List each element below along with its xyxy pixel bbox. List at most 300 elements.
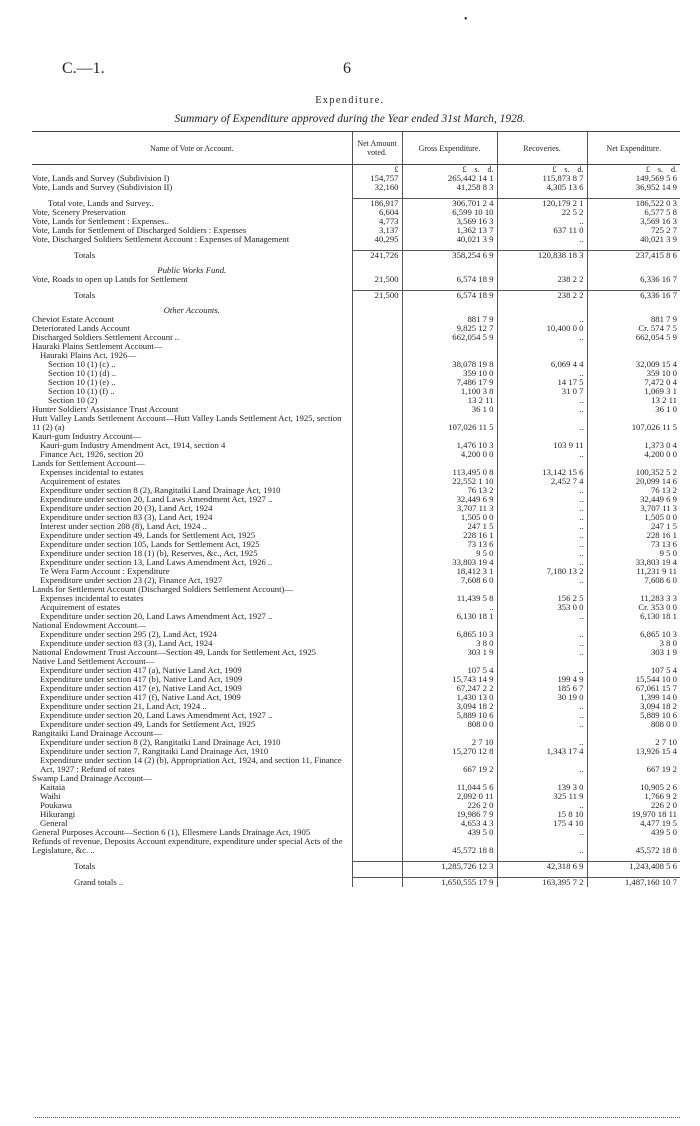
- gross-cell: 6,865 10 3: [402, 630, 497, 639]
- row-label: Expenditure under section 49, Lands for Settlement Act, 1925: [40, 720, 256, 729]
- net-expenditure-cell: 45,572 18 8: [587, 837, 680, 855]
- row-label: Waihi: [40, 792, 61, 801]
- gross-cell: 76 13 2: [402, 486, 497, 495]
- net-voted-cell: [352, 675, 402, 684]
- net-voted-cell: [352, 585, 402, 594]
- gross-cell: 359 10 0: [402, 369, 497, 378]
- net-expenditure-cell: 32,009 15 4: [587, 360, 680, 369]
- gross-cell: 226 2 0: [402, 801, 497, 810]
- gross-cell: 2 7 10: [402, 738, 497, 747]
- net-voted-cell: 40,295: [352, 235, 402, 244]
- gross-cell: 881 7 9: [402, 315, 497, 324]
- gross-cell: 1,430 13 0: [402, 693, 497, 702]
- recoveries-cell: 637 11 0: [497, 226, 587, 235]
- row-label: Expenditure under section 417 (e), Native Land Act, 1909: [40, 684, 242, 693]
- table-row: [32, 235, 680, 244]
- gross-cell: 6,574 18 9: [402, 275, 497, 284]
- gross-cell: 303 1 9: [402, 648, 497, 657]
- gross-cell: 662,054 5 9: [402, 333, 497, 342]
- net-voted-cell: [352, 495, 402, 504]
- net-voted-cell: [352, 504, 402, 513]
- gross-cell: 4,653 4 3: [402, 819, 497, 828]
- net-expenditure-cell: 107 5 4: [587, 666, 680, 675]
- table-row: [32, 720, 680, 729]
- net-voted-cell: [352, 862, 402, 872]
- net-voted-cell: [352, 459, 402, 468]
- recoveries-cell: 10,400 0 0: [497, 324, 587, 333]
- table-row: [32, 756, 680, 774]
- net-voted-cell: [352, 819, 402, 828]
- row-label: Expenditure under section 23 (2), Finance Act, 1927: [40, 576, 223, 585]
- recoveries-cell: ..: [497, 738, 587, 747]
- row-label: Vote, Lands for Settlement : Expenses..: [32, 217, 169, 226]
- recoveries-cell: 42,318 6 9: [497, 862, 587, 872]
- row-label: Public Works Fund.: [157, 266, 227, 275]
- table-row: [32, 342, 680, 351]
- recoveries-cell: ..: [497, 513, 587, 522]
- net-voted-cell: [352, 630, 402, 639]
- row-label: Expenditure under section 20, Land Laws Amendment Act, 1927 ..: [40, 711, 273, 720]
- net-expenditure-cell: 808 0 0: [587, 720, 680, 729]
- gross-cell: 7,608 6 0: [402, 576, 497, 585]
- net-expenditure-cell: 1,243,408 5 6: [587, 862, 680, 872]
- unit-label: £ s. d.: [402, 165, 497, 175]
- gross-cell: 19,986 7 9: [402, 810, 497, 819]
- gross-cell: 247 1 5: [402, 522, 497, 531]
- row-label: Hikurangi: [40, 810, 76, 819]
- net-voted-cell: [352, 711, 402, 720]
- row-label: Deteriorated Lands Account: [32, 324, 130, 333]
- gross-cell: 3,707 11 3: [402, 504, 497, 513]
- net-expenditure-cell: 107,026 11 5: [587, 414, 680, 432]
- net-expenditure-cell: 7,608 6 0: [587, 576, 680, 585]
- row-label: Lands for Settlement Account (Discharged Soldiers Settlement Account)—: [32, 585, 294, 594]
- row-label: Acquirement of estates: [40, 603, 121, 612]
- table-row: [32, 414, 680, 432]
- recoveries-cell: ..: [497, 522, 587, 531]
- net-voted-cell: [352, 513, 402, 522]
- gross-cell: [402, 342, 497, 351]
- row-label: Kaitaia: [40, 783, 66, 792]
- table-row: [32, 275, 680, 284]
- gross-cell: 33,803 19 4: [402, 558, 497, 567]
- net-expenditure-cell: 1,069 3 1: [587, 387, 680, 396]
- net-expenditure-cell: 33,803 19 4: [587, 558, 680, 567]
- recoveries-cell: ..: [497, 711, 587, 720]
- gross-cell: 265,442 14 1: [402, 174, 497, 183]
- gross-cell: 3,569 16 3: [402, 217, 497, 226]
- net-expenditure-cell: 10,905 2 6: [587, 783, 680, 792]
- recoveries-cell: [497, 729, 587, 738]
- net-expenditure-cell: 32,449 6 9: [587, 495, 680, 504]
- recoveries-cell: [497, 342, 587, 351]
- gross-cell: 667 19 2: [402, 756, 497, 774]
- page-mark: •: [464, 14, 468, 25]
- gross-cell: 36 1 0: [402, 405, 497, 414]
- recoveries-cell: 103 9 11: [497, 441, 587, 450]
- row-label: Expenditure under section 20 (3), Land Act, 1924: [40, 504, 213, 513]
- row-label: Vote, Roads to open up Lands for Settlement: [32, 275, 188, 284]
- net-voted-cell: 154,757: [352, 174, 402, 183]
- net-expenditure-cell: 100,352 5 2: [587, 468, 680, 477]
- recoveries-cell: 31 0 7: [497, 387, 587, 396]
- row-label: Expenditure under section 8 (2), Rangitaiki Land Drainage Act, 1910: [40, 738, 281, 747]
- gross-cell: 439 5 0: [402, 828, 497, 837]
- gross-cell: 7,486 17 9: [402, 378, 497, 387]
- recoveries-cell: ..: [497, 549, 587, 558]
- net-voted-cell: [352, 558, 402, 567]
- report-reference: C.—1.: [62, 60, 105, 77]
- net-voted-cell: [352, 747, 402, 756]
- net-expenditure-cell: 725 2 7: [587, 226, 680, 235]
- net-expenditure-cell: 303 1 9: [587, 648, 680, 657]
- row-label: Total vote, Lands and Survey..: [48, 198, 154, 208]
- net-expenditure-cell: 881 7 9: [587, 315, 680, 324]
- row-label: Expenditure under section 7, Rangitaiki Land Drainage Act, 1910: [40, 747, 269, 756]
- net-expenditure-cell: 6,336 16 7: [587, 275, 680, 284]
- net-voted-cell: [352, 729, 402, 738]
- net-voted-cell: [352, 576, 402, 585]
- net-expenditure-cell: 36,952 14 9: [587, 183, 680, 192]
- recoveries-cell: 185 6 7: [497, 684, 587, 693]
- gross-cell: 107,026 11 5: [402, 414, 497, 432]
- recoveries-cell: ..: [497, 540, 587, 549]
- net-voted-cell: [352, 342, 402, 351]
- net-voted-cell: [352, 693, 402, 702]
- row-label: Finance Act, 1926, section 20: [40, 450, 144, 459]
- row-label: Hauraki Plains Act, 1926—: [40, 351, 137, 360]
- net-voted-cell: [352, 792, 402, 801]
- gross-cell: 73 13 6: [402, 540, 497, 549]
- gross-cell: 40,021 3 9: [402, 235, 497, 244]
- recoveries-cell: ..: [497, 504, 587, 513]
- recoveries-cell: 139 3 0: [497, 783, 587, 792]
- row-label: General Purposes Account—Section 6 (1), Ellesmere Lands Drainage Act, 1905: [32, 828, 311, 837]
- row-label: Expenditure under section 14 (2) (b), Appropriation Act, 1924, and section 11, Finance Act, 1927 : Refund of rates: [40, 756, 342, 774]
- recoveries-cell: ..: [497, 612, 587, 621]
- net-expenditure-cell: 149,569 5 6: [587, 174, 680, 183]
- row-label: Vote, Discharged Soldiers Settlement Account : Expenses of Management: [32, 235, 290, 244]
- net-expenditure-cell: 6,865 10 3: [587, 630, 680, 639]
- row-label: Expenditure under section 417 (b), Native Land Act, 1909: [40, 675, 243, 684]
- row-label: Section 10 (1) (e) ..: [48, 378, 116, 387]
- gross-cell: 15,270 12 8: [402, 747, 497, 756]
- gross-cell: 1,476 10 3: [402, 441, 497, 450]
- gross-cell: 1,505 0 0: [402, 513, 497, 522]
- gross-cell: 1,650,555 17 9: [402, 878, 497, 888]
- recoveries-cell: ..: [497, 756, 587, 774]
- row-label: Vote, Scenery Preservation: [32, 208, 126, 217]
- row-label: Expenditure under section 417 (a), Native Land Act, 1909: [40, 666, 242, 675]
- recoveries-cell: ..: [497, 639, 587, 648]
- net-expenditure-cell: 6,336 16 7: [587, 291, 680, 301]
- row-label: Expenditure under section 49, Lands for Settlement Act, 1925: [40, 531, 256, 540]
- net-expenditure-cell: 3,707 11 3: [587, 504, 680, 513]
- net-expenditure-cell: 1,505 0 0: [587, 513, 680, 522]
- recoveries-cell: 7,180 13 2: [497, 567, 587, 576]
- net-voted-cell: [352, 878, 402, 888]
- net-voted-cell: [352, 450, 402, 459]
- gross-cell: 32,449 6 9: [402, 495, 497, 504]
- net-voted-cell: 21,500: [352, 291, 402, 301]
- net-expenditure-cell: 40,021 3 9: [587, 235, 680, 244]
- row-label: Discharged Soldiers Settlement Account ..: [32, 333, 180, 342]
- gross-cell: 18,412 3 1: [402, 567, 497, 576]
- net-expenditure-cell: 6,130 18 1: [587, 612, 680, 621]
- net-expenditure-cell: 13 2 11: [587, 396, 680, 405]
- net-expenditure-cell: 359 10 0: [587, 369, 680, 378]
- recoveries-cell: ..: [497, 648, 587, 657]
- gross-cell: 306,701 2 4: [402, 199, 497, 209]
- table-row: [32, 878, 680, 888]
- gross-cell: 22,552 1 10: [402, 477, 497, 486]
- recoveries-cell: 163,395 7 2: [497, 878, 587, 888]
- gross-cell: 3,094 18 2: [402, 702, 497, 711]
- net-expenditure-cell: 73 13 6: [587, 540, 680, 549]
- net-voted-cell: [352, 603, 402, 612]
- row-label: Expenditure under section 13, Land Laws Amendment Act, 1926 ..: [40, 558, 273, 567]
- gross-cell: 15,743 14 9: [402, 675, 497, 684]
- net-expenditure-cell: 186,522 0 3: [587, 199, 680, 209]
- net-voted-cell: 21,500: [352, 275, 402, 284]
- net-voted-cell: [352, 333, 402, 342]
- net-expenditure-cell: 1,373 0 4: [587, 441, 680, 450]
- recoveries-cell: 325 11 9: [497, 792, 587, 801]
- gross-cell: 1,285,726 12 3: [402, 862, 497, 872]
- net-voted-cell: 32,160: [352, 183, 402, 192]
- gross-cell: 45,572 18 8: [402, 837, 497, 855]
- recoveries-cell: ..: [497, 702, 587, 711]
- net-voted-cell: [352, 486, 402, 495]
- net-voted-cell: [352, 387, 402, 396]
- net-expenditure-cell: 4,477 19 5: [587, 819, 680, 828]
- net-expenditure-cell: Cr. 353 0 0: [587, 603, 680, 612]
- column-header-net-voted: Net Amount voted.: [352, 132, 402, 165]
- recoveries-cell: ..: [497, 396, 587, 405]
- net-expenditure-cell: 13,926 15 4: [587, 747, 680, 756]
- gross-cell: 1,100 3 8: [402, 387, 497, 396]
- row-label: Expenses incidental to estates: [40, 594, 144, 603]
- recoveries-cell: ..: [497, 486, 587, 495]
- recoveries-cell: [497, 306, 587, 315]
- net-expenditure-cell: 7,472 0 4: [587, 378, 680, 387]
- net-expenditure-cell: 76 13 2: [587, 486, 680, 495]
- net-voted-cell: [352, 612, 402, 621]
- row-label: Rangitaiki Land Drainage Account—: [32, 729, 163, 738]
- net-voted-cell: [352, 468, 402, 477]
- recoveries-cell: 115,873 8 7: [497, 174, 587, 183]
- recoveries-cell: 15 8 10: [497, 810, 587, 819]
- net-expenditure-cell: 15,544 10 0: [587, 675, 680, 684]
- table-row: [32, 648, 680, 657]
- net-voted-cell: [352, 414, 402, 432]
- column-header-net-expenditure: Net Expenditure.: [587, 132, 680, 165]
- gross-cell: 4,200 0 0: [402, 450, 497, 459]
- net-expenditure-cell: 20,099 14 6: [587, 477, 680, 486]
- unit-label: [32, 165, 352, 175]
- gross-cell: 358,254 6 9: [402, 251, 497, 261]
- net-voted-cell: 186,917: [352, 199, 402, 209]
- row-label: National Endowment Trust Account—Section 49, Lands for Settlement Act, 1925: [32, 648, 317, 657]
- table-row: [32, 251, 680, 261]
- recoveries-cell: 6,069 4 4: [497, 360, 587, 369]
- net-expenditure-cell: 3 8 0: [587, 639, 680, 648]
- net-expenditure-cell: 36 1 0: [587, 405, 680, 414]
- gross-cell: 113,495 0 8: [402, 468, 497, 477]
- recoveries-cell: 120,179 2 1: [497, 199, 587, 209]
- net-voted-cell: [352, 360, 402, 369]
- row-label: Lands for Settlement Account—: [32, 459, 145, 468]
- row-label: Hauraki Plains Settlement Account—: [32, 342, 163, 351]
- row-label: Expenditure under section 295 (2), Land Act, 1924: [40, 630, 217, 639]
- page-subtitle: Summary of Expenditure approved during the Year ended 31st March, 1928.: [174, 113, 526, 125]
- net-expenditure-cell: Cr. 574 7 5: [587, 324, 680, 333]
- net-expenditure-cell: 9 5 0: [587, 549, 680, 558]
- net-voted-cell: [352, 405, 402, 414]
- net-expenditure-cell: 439 5 0: [587, 828, 680, 837]
- net-expenditure-cell: 662,054 5 9: [587, 333, 680, 342]
- page-title: Expenditure.: [315, 95, 385, 106]
- row-label: Vote, Lands for Settlement of Discharged Soldiers : Expenses: [32, 226, 247, 235]
- row-label: Expenditure under section 20, Land Laws Amendment Act, 1927 ..: [40, 612, 273, 621]
- net-voted-cell: [352, 522, 402, 531]
- recoveries-cell: ..: [497, 315, 587, 324]
- row-label: Totals: [74, 250, 96, 260]
- recoveries-cell: ..: [497, 369, 587, 378]
- gross-cell: 3 8 0: [402, 639, 497, 648]
- row-label: General: [40, 819, 68, 828]
- gross-cell: 67,247 2 2: [402, 684, 497, 693]
- row-label: Expenditure under section 8 (2), Rangitaiki Land Drainage Act, 1910: [40, 486, 281, 495]
- table-row: [32, 862, 680, 872]
- table-row: [32, 828, 680, 837]
- table-row: [32, 291, 680, 301]
- net-voted-cell: [352, 441, 402, 450]
- net-expenditure-cell: 1,487,160 10 7: [587, 878, 680, 888]
- net-voted-cell: 4,773: [352, 217, 402, 226]
- net-voted-cell: [352, 432, 402, 441]
- recoveries-cell: ..: [497, 828, 587, 837]
- recoveries-cell: 156 2 5: [497, 594, 587, 603]
- row-label: Acquirement of estates: [40, 477, 121, 486]
- recoveries-cell: 238 2 2: [497, 275, 587, 284]
- table-row: [32, 333, 680, 342]
- net-voted-cell: [352, 621, 402, 630]
- row-label: Section 10 (1) (f) ..: [48, 387, 115, 396]
- table-row: [32, 450, 680, 459]
- table-row: [32, 405, 680, 414]
- net-voted-cell: [352, 666, 402, 675]
- net-voted-cell: [352, 540, 402, 549]
- net-voted-cell: [352, 684, 402, 693]
- row-label: Grand totals ..: [74, 877, 124, 887]
- net-voted-cell: [352, 351, 402, 360]
- net-voted-cell: [352, 810, 402, 819]
- net-voted-cell: [352, 369, 402, 378]
- net-expenditure-cell: 3,094 18 2: [587, 702, 680, 711]
- recoveries-cell: ..: [497, 531, 587, 540]
- page-number: 6: [343, 60, 351, 77]
- table-row: [32, 576, 680, 585]
- recoveries-cell: ..: [497, 333, 587, 342]
- gross-cell: ..: [402, 603, 497, 612]
- unit-label: £: [352, 165, 402, 175]
- recoveries-cell: ..: [497, 235, 587, 244]
- recoveries-cell: 120,838 18 3: [497, 251, 587, 261]
- row-label: Other Accounts.: [163, 306, 220, 315]
- gross-cell: 41,258 8 3: [402, 183, 497, 192]
- net-expenditure-cell: 667 19 2: [587, 756, 680, 774]
- net-voted-cell: [352, 549, 402, 558]
- table-row: [32, 612, 680, 621]
- gross-cell: 107 5 4: [402, 666, 497, 675]
- recoveries-cell: 4,305 13 6: [497, 183, 587, 192]
- recoveries-cell: ..: [497, 630, 587, 639]
- gross-cell: 5,889 10 6: [402, 711, 497, 720]
- recoveries-cell: ..: [497, 666, 587, 675]
- row-label: Expenditure under section 18 (1) (b), Reserves, &c., Act, 1925: [40, 549, 258, 558]
- row-label: Cheviot Estate Account: [32, 315, 115, 324]
- column-header-gross: Gross Expenditure.: [402, 132, 497, 165]
- table-row: [32, 747, 680, 756]
- recoveries-cell: 30 19 0: [497, 693, 587, 702]
- table-row: [32, 837, 680, 855]
- row-label: Expenditure under section 83 (3), Land Act, 1924: [40, 513, 213, 522]
- net-expenditure-cell: 1,399 14 0: [587, 693, 680, 702]
- recoveries-cell: [497, 621, 587, 630]
- net-voted-cell: [352, 324, 402, 333]
- net-voted-cell: [352, 648, 402, 657]
- row-label: Te Wera Farm Account : Expenditure: [40, 567, 170, 576]
- row-label: Expenditure under section 21, Land Act, 1924 ..: [40, 702, 207, 711]
- net-expenditure-cell: 67,061 15 7: [587, 684, 680, 693]
- gross-cell: 11,044 5 6: [402, 783, 497, 792]
- row-label: Interest under section 208 (8), Land Act, 1924 ..: [40, 522, 207, 531]
- recoveries-cell: 199 4 9: [497, 675, 587, 684]
- net-voted-cell: [352, 477, 402, 486]
- recoveries-cell: [497, 657, 587, 666]
- net-voted-cell: [352, 594, 402, 603]
- gross-cell: 2,092 0 11: [402, 792, 497, 801]
- row-label: Hunter Soldiers' Assistance Trust Account: [32, 405, 179, 414]
- row-label: National Endowment Account—: [32, 621, 146, 630]
- recoveries-cell: ..: [497, 450, 587, 459]
- net-voted-cell: [352, 828, 402, 837]
- end-rule: [35, 1117, 680, 1118]
- recoveries-cell: ..: [497, 576, 587, 585]
- row-label: Section 10 (2): [48, 396, 98, 405]
- recoveries-cell: ..: [497, 558, 587, 567]
- net-expenditure-cell: 2 7 10: [587, 738, 680, 747]
- recoveries-cell: ..: [497, 720, 587, 729]
- row-label: Section 10 (1) (d) ..: [48, 369, 117, 378]
- recoveries-cell: ..: [497, 837, 587, 855]
- column-header-recoveries: Recoveries.: [497, 132, 587, 165]
- recoveries-cell: ..: [497, 495, 587, 504]
- net-voted-cell: [352, 315, 402, 324]
- net-voted-cell: 6,604: [352, 208, 402, 217]
- row-label: Totals: [74, 290, 96, 300]
- recoveries-cell: 238 2 2: [497, 291, 587, 301]
- row-label: Expenditure under section 417 (f), Native Land Act, 1909: [40, 693, 241, 702]
- net-voted-cell: 3,137: [352, 226, 402, 235]
- recoveries-cell: 353 0 0: [497, 603, 587, 612]
- recoveries-cell: 22 5 2: [497, 208, 587, 217]
- net-expenditure-cell: 5,889 10 6: [587, 711, 680, 720]
- row-label: Expenses incidental to estates: [40, 468, 144, 477]
- recoveries-cell: ..: [497, 414, 587, 432]
- row-label: Vote, Lands and Survey (Subdivision I): [32, 174, 170, 183]
